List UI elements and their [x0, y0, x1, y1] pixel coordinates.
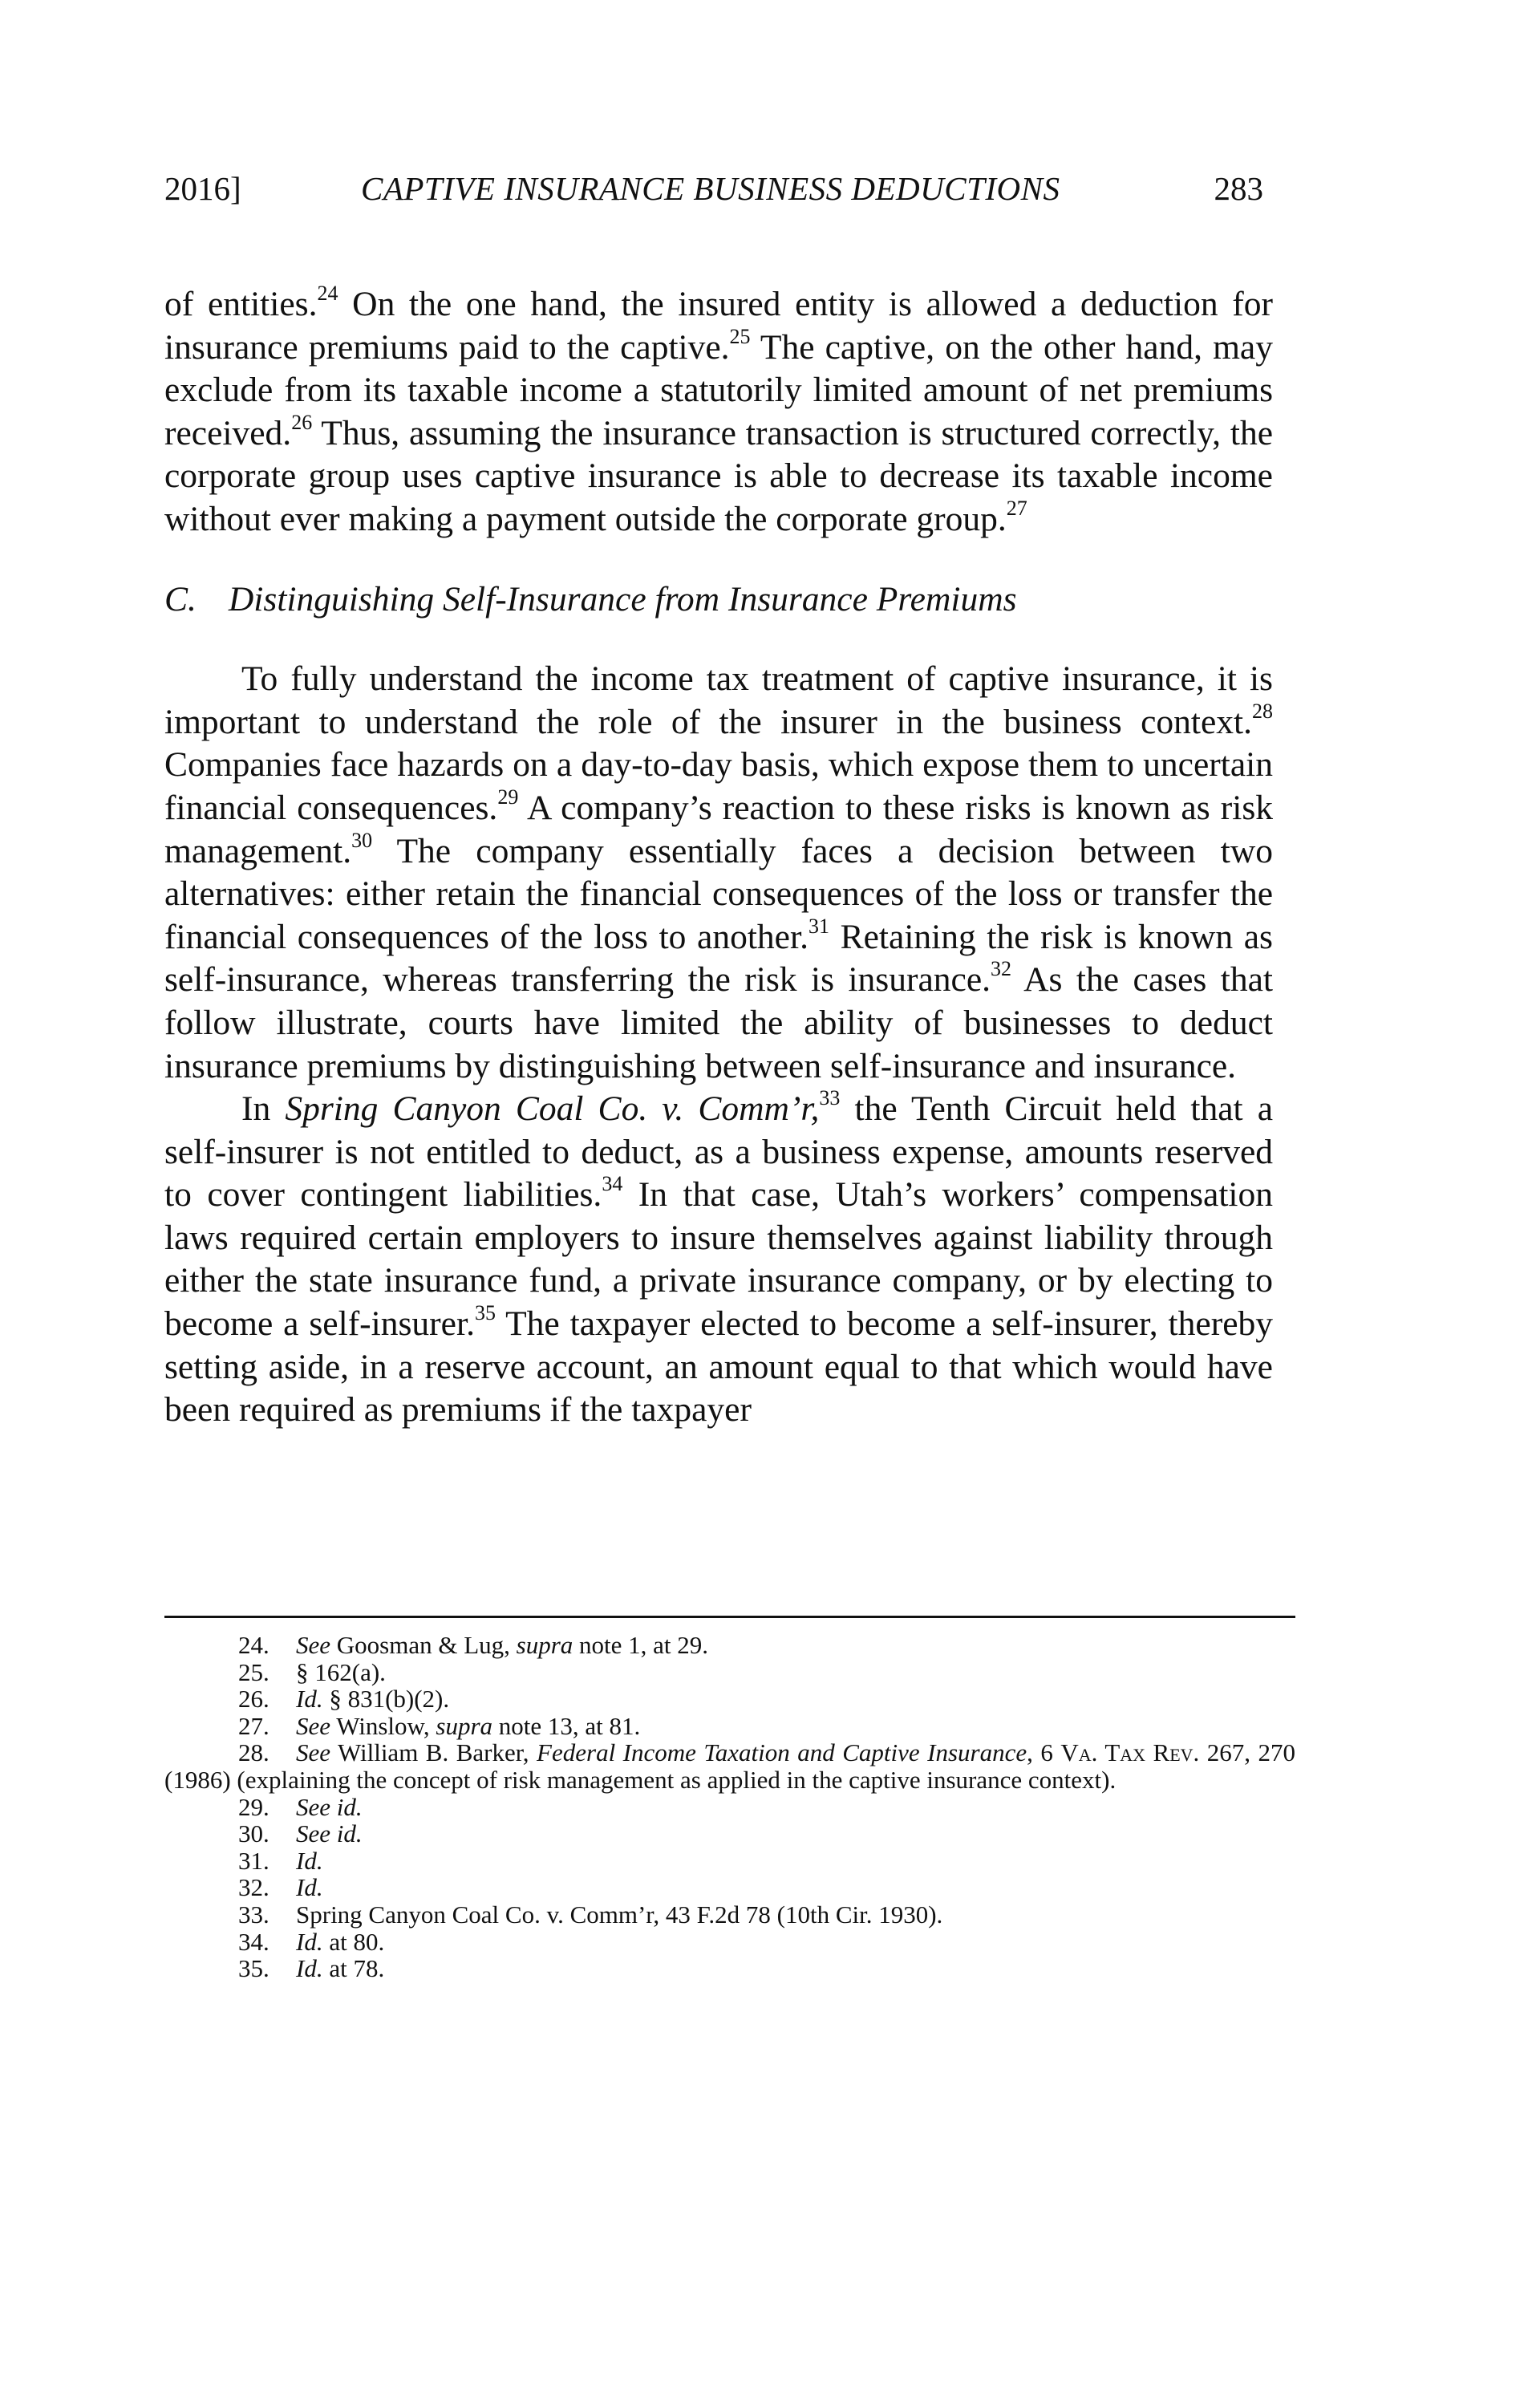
footnote-number: 35.: [238, 1954, 270, 1983]
footnote-divider: [164, 1616, 1295, 1618]
article-title: Federal Income Taxation and Captive Insurance: [537, 1738, 1027, 1767]
footnote-text: See id.: [296, 1792, 363, 1821]
footnote-ref-35: 35: [474, 1301, 496, 1325]
footnote-34: [164, 1929, 1295, 1956]
citation-signal: See: [296, 1631, 331, 1659]
footnote-ref-24: 24: [317, 282, 338, 305]
footnote-ref-26: 26: [291, 410, 313, 434]
footnote-ref-29: 29: [497, 785, 519, 809]
citation-signal: See: [296, 1711, 331, 1740]
footnote-number: 31.: [238, 1846, 270, 1875]
footnote-text: Spring Canyon Coal Co. v. Comm’r, 43 F.2d 78 (10th Cir. 1930).: [296, 1900, 943, 1929]
footnote-text: at 78.: [322, 1954, 385, 1983]
footnote-text: 267, 270 (1986) (explaining the concept of risk management as applied in the captive insurance context).: [164, 1738, 1296, 1794]
text-run: the Tenth Circuit held that a self-insurer is not entitled to deduct, as a business expense, amounts reserved to cover contingent liabilities.: [164, 1089, 1273, 1215]
footnotes: [164, 1632, 1295, 1982]
footnote-33: [164, 1901, 1295, 1929]
text-run: Companies face hazards on a day-to-day basis, which expose them to uncertain financial consequences.: [164, 745, 1273, 827]
citation-supra: supra: [516, 1631, 573, 1659]
footnote-number: 33.: [238, 1900, 270, 1929]
footnote-number: 34.: [238, 1927, 270, 1956]
footnote-number: 32.: [238, 1873, 270, 1902]
citation-id: Id.: [296, 1927, 323, 1956]
text-run: On the one hand, the insured entity is allowed a deduction for insurance premiums paid to the captive.: [164, 285, 1273, 367]
text-run: The taxpayer elected to become a self-insurer, thereby setting aside, in a reserve account, an amount equal to that which would have been required as premiums if the taxpayer: [164, 1304, 1273, 1430]
text-run: In: [241, 1089, 286, 1129]
footnote-35: [164, 1955, 1295, 1982]
volume-year: 2016]: [164, 170, 241, 207]
footnote-ref-32: 32: [991, 957, 1012, 981]
footnote-26: [164, 1685, 1295, 1713]
text-run: Thus, assuming the insurance transaction is structured correctly, the corporate group uses captive insurance is able to decrease its taxable income without ever making a payment outside the corporate group.: [164, 413, 1273, 538]
footnote-text: § 831(b)(2).: [322, 1685, 450, 1714]
case-name: Spring Canyon Coal Co. v. Comm’r,: [285, 1089, 820, 1129]
running-header: [164, 164, 1263, 213]
footnote-30: [164, 1820, 1295, 1848]
footnote-ref-28: 28: [1252, 699, 1273, 723]
footnote-number: 24.: [238, 1631, 270, 1659]
footnote-ref-30: 30: [351, 828, 373, 852]
footnote-text: , 6: [1027, 1738, 1061, 1767]
footnote-text: Winslow,: [330, 1711, 436, 1740]
citation-signal: See: [296, 1738, 331, 1767]
journal-name: Va. Tax Rev.: [1060, 1738, 1200, 1767]
text-run: A company’s reaction to these risks is known as risk management.: [164, 788, 1273, 870]
footnote-24: [164, 1632, 1295, 1659]
footnote-32: [164, 1874, 1295, 1901]
footnote-25: [164, 1659, 1295, 1686]
footnote-31: [164, 1848, 1295, 1875]
text-run: In that case, Utah’s workers’ compensation laws required certain employers to insure themselves against liability through either the state insurance fund, a private insurance company, or by electing to become a self-insurer.: [164, 1175, 1274, 1344]
main-text: [164, 283, 1273, 1432]
paragraph-2: [164, 658, 1273, 1088]
footnote-number: 25.: [238, 1657, 270, 1686]
paragraph-1: [164, 283, 1273, 541]
footnote-ref-33: 33: [819, 1086, 841, 1110]
footnote-text: See id.: [296, 1819, 363, 1848]
footnote-ref-31: 31: [808, 914, 829, 938]
citation-id: Id.: [296, 1685, 323, 1714]
text-run: Retaining the risk is known as self-insurance, whereas transferring the risk is insurance.: [164, 917, 1273, 1000]
paragraph-3: [164, 1088, 1273, 1432]
footnote-text: at 80.: [322, 1927, 385, 1956]
running-title: CAPTIVE INSURANCE BUSINESS DEDUCTIONS: [361, 170, 1060, 207]
footnote-text: note 1, at 29.: [573, 1631, 709, 1659]
footnote-number: 26.: [238, 1685, 270, 1714]
section-heading: [164, 578, 1273, 622]
page-number: 283: [1214, 170, 1263, 207]
text-run: As the cases that follow illustrate, courts have limited the ability of businesses to deduct insurance premiums by distinguishing between self-insurance and insurance.: [164, 960, 1273, 1085]
citation-supra: supra: [436, 1711, 493, 1740]
footnote-27: [164, 1713, 1295, 1740]
footnote-ref-27: 27: [1006, 496, 1027, 520]
footnote-number: 30.: [238, 1819, 270, 1848]
footnote-29: [164, 1794, 1295, 1821]
footnote-text: Id.: [296, 1873, 323, 1902]
footnote-number: 27.: [238, 1711, 270, 1740]
footnote-text: § 162(a).: [296, 1657, 386, 1686]
footnote-number: 29.: [238, 1792, 270, 1821]
section-letter: C.: [164, 579, 197, 619]
text-run: The company essentially faces a decision between two alternatives: either retain the financial consequences of the loss or transfer the financial consequences of the loss to another.: [164, 831, 1273, 956]
text-run: To fully understand the income tax treatment of captive insurance, it is important to understand the role of the insurer in the business context.: [164, 659, 1273, 741]
citation-id: Id.: [296, 1954, 323, 1983]
footnote-text: Goosman & Lug,: [330, 1631, 517, 1659]
footnote-text: note 13, at 81.: [492, 1711, 641, 1740]
footnote-ref-25: 25: [729, 324, 751, 348]
section-title: Distinguishing Self-Insurance from Insurance Premiums: [228, 579, 1017, 619]
footnote-ref-34: 34: [602, 1172, 623, 1196]
footnote-text: Id.: [296, 1846, 323, 1875]
footnote-28: [164, 1739, 1295, 1793]
footnote-number: 28.: [238, 1738, 270, 1767]
footnote-text: William B. Barker,: [330, 1738, 537, 1767]
text-run: The captive, on the other hand, may exclude from its taxable income a statutorily limited amount of net premiums received.: [164, 327, 1273, 452]
text-run: of entities.: [164, 285, 318, 323]
